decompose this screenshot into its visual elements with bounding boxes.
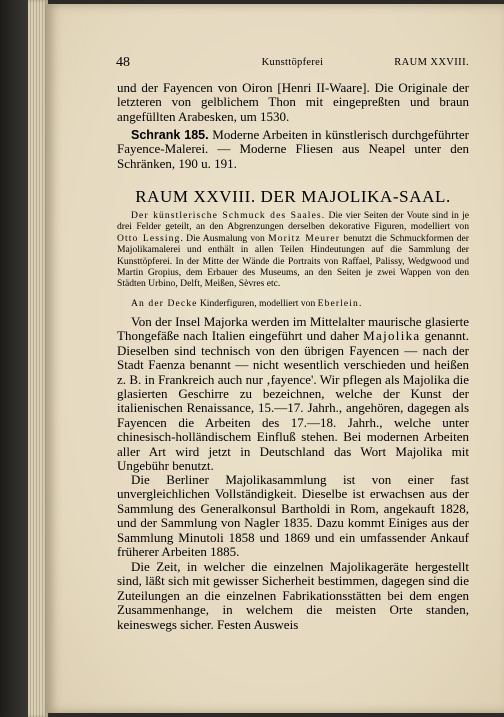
running-room: RAUM XXVIII. xyxy=(394,57,469,68)
artist-name: Moritz Meurer xyxy=(268,232,341,244)
ceiling-note: An der Decke Kinderfiguren, modelliert von Eberlein. xyxy=(131,298,362,309)
paragraph-zeit xyxy=(117,560,469,632)
book-binding xyxy=(0,0,30,717)
section-title: RAUM XXVIII. DER MAJOLIKA-SAAL. xyxy=(135,187,451,206)
paragraph-text: Die Berliner Majolikasammlung ist von einer fast unvergleichlichen Vollständigkeit. Dieselbe ist erwachsen aus der Sammlung des Generalkonsul Bartholdi in Rom, angekauft 1828, und der Sammlung von Nagler 1835. Dazu kommt Einiges aus der Sammlung Minutoli 1858 und 1869 und ein umfassender Ankauf früherer Arbeiten 1885. xyxy=(117,472,469,560)
artist-name: Eberlein xyxy=(317,298,359,309)
schrank-text: Moderne Arbeiten in künstlerisch durchgeführter Fayence-Malerei. — Moderne Fliesen aus Neapel unter den Schränken, 190 u. 191. xyxy=(117,127,469,171)
page-header xyxy=(116,55,469,73)
paragraph-majolika: Von der Insel Majorka werden im Mittelalter maurische glasierte Thongefäße nach Italien eingeführt und daher Majolika genannt. Dieselben sind technisch von den übrigen Fayencen — nach der Stadt Faenza benannt — nicht wesentlich verschieden und heißen z. B. in Frankreich auch nur ‚fayence'. Wir pflegen als Majolika die glasierten Geschirre zu bezeichnen, welche der Kunst der italienischen Renaissance, 15.—17. Jahrh., angehören, dagegen als Fayencen die Arbeiten des 17.—18. Jahrh., welche unter chinesisch-holländischem Einfluß stehen. Bei modernen Arbeiten aller Art wird jetzt in Deutschland das Wort Majolika mit Ungebühr benutzt. xyxy=(117,314,469,474)
paragraph-schrank xyxy=(117,128,469,171)
artist-name: Otto Lessing xyxy=(117,232,181,244)
page-number: 48 xyxy=(116,55,130,70)
ceiling-lead: An der Decke xyxy=(131,298,198,309)
paragraph-text: Die Zeit, in welcher die einzelnen Majolikageräte hergestellt sind, läßt sich mit gewisser Sicherheit bestimmen, dagegen sind die Zuteilungen an die einzelnen Fabrikationsstätten bei dem engen Zusammenhange, in welchem die meisten Orte standen, keineswegs sicher. Festen Ausweis xyxy=(117,559,469,632)
paragraph-text: und der Fayencen von Oiron [Henri II-Waare]. Die Originale der letzteren von gelblichem Thon mit eingepreßten und braun angefüllten Arabesken, um 1530. xyxy=(117,80,469,124)
running-title: Kunsttöpferei xyxy=(261,57,324,68)
room-description: Der künstlerische Schmuck des Saales. Die vier Seiten der Voute sind in je drei Felder geteilt, an den Abgrenzungen derselben dekorative Figuren, modelliert von Otto Lessing. Die Ausmalung von Moritz Meurer benutzt die Schmuckformen der Majolikamalerei und enthält in allen Teilen Hindeutungen auf die Sammlung der Kunsttöpferei. In der Mitte der Wände die Portraits von Raffael, Palissy, Wedgwood und Martin Gropius, dem Erbauer des Museums, an den Seiten je zwei Wappen von den Städten Urbino, Delft, Meißen, Sèvres etc. xyxy=(117,210,470,290)
page-edges xyxy=(28,0,48,717)
schrank-label: Schrank 185. xyxy=(131,128,209,142)
emphasized-word: Majolika xyxy=(363,328,421,344)
paragraph-berlin xyxy=(117,473,469,559)
paragraph-oiron xyxy=(117,81,469,124)
description-lead: Der künstlerische Schmuck des Saales. xyxy=(131,210,326,221)
